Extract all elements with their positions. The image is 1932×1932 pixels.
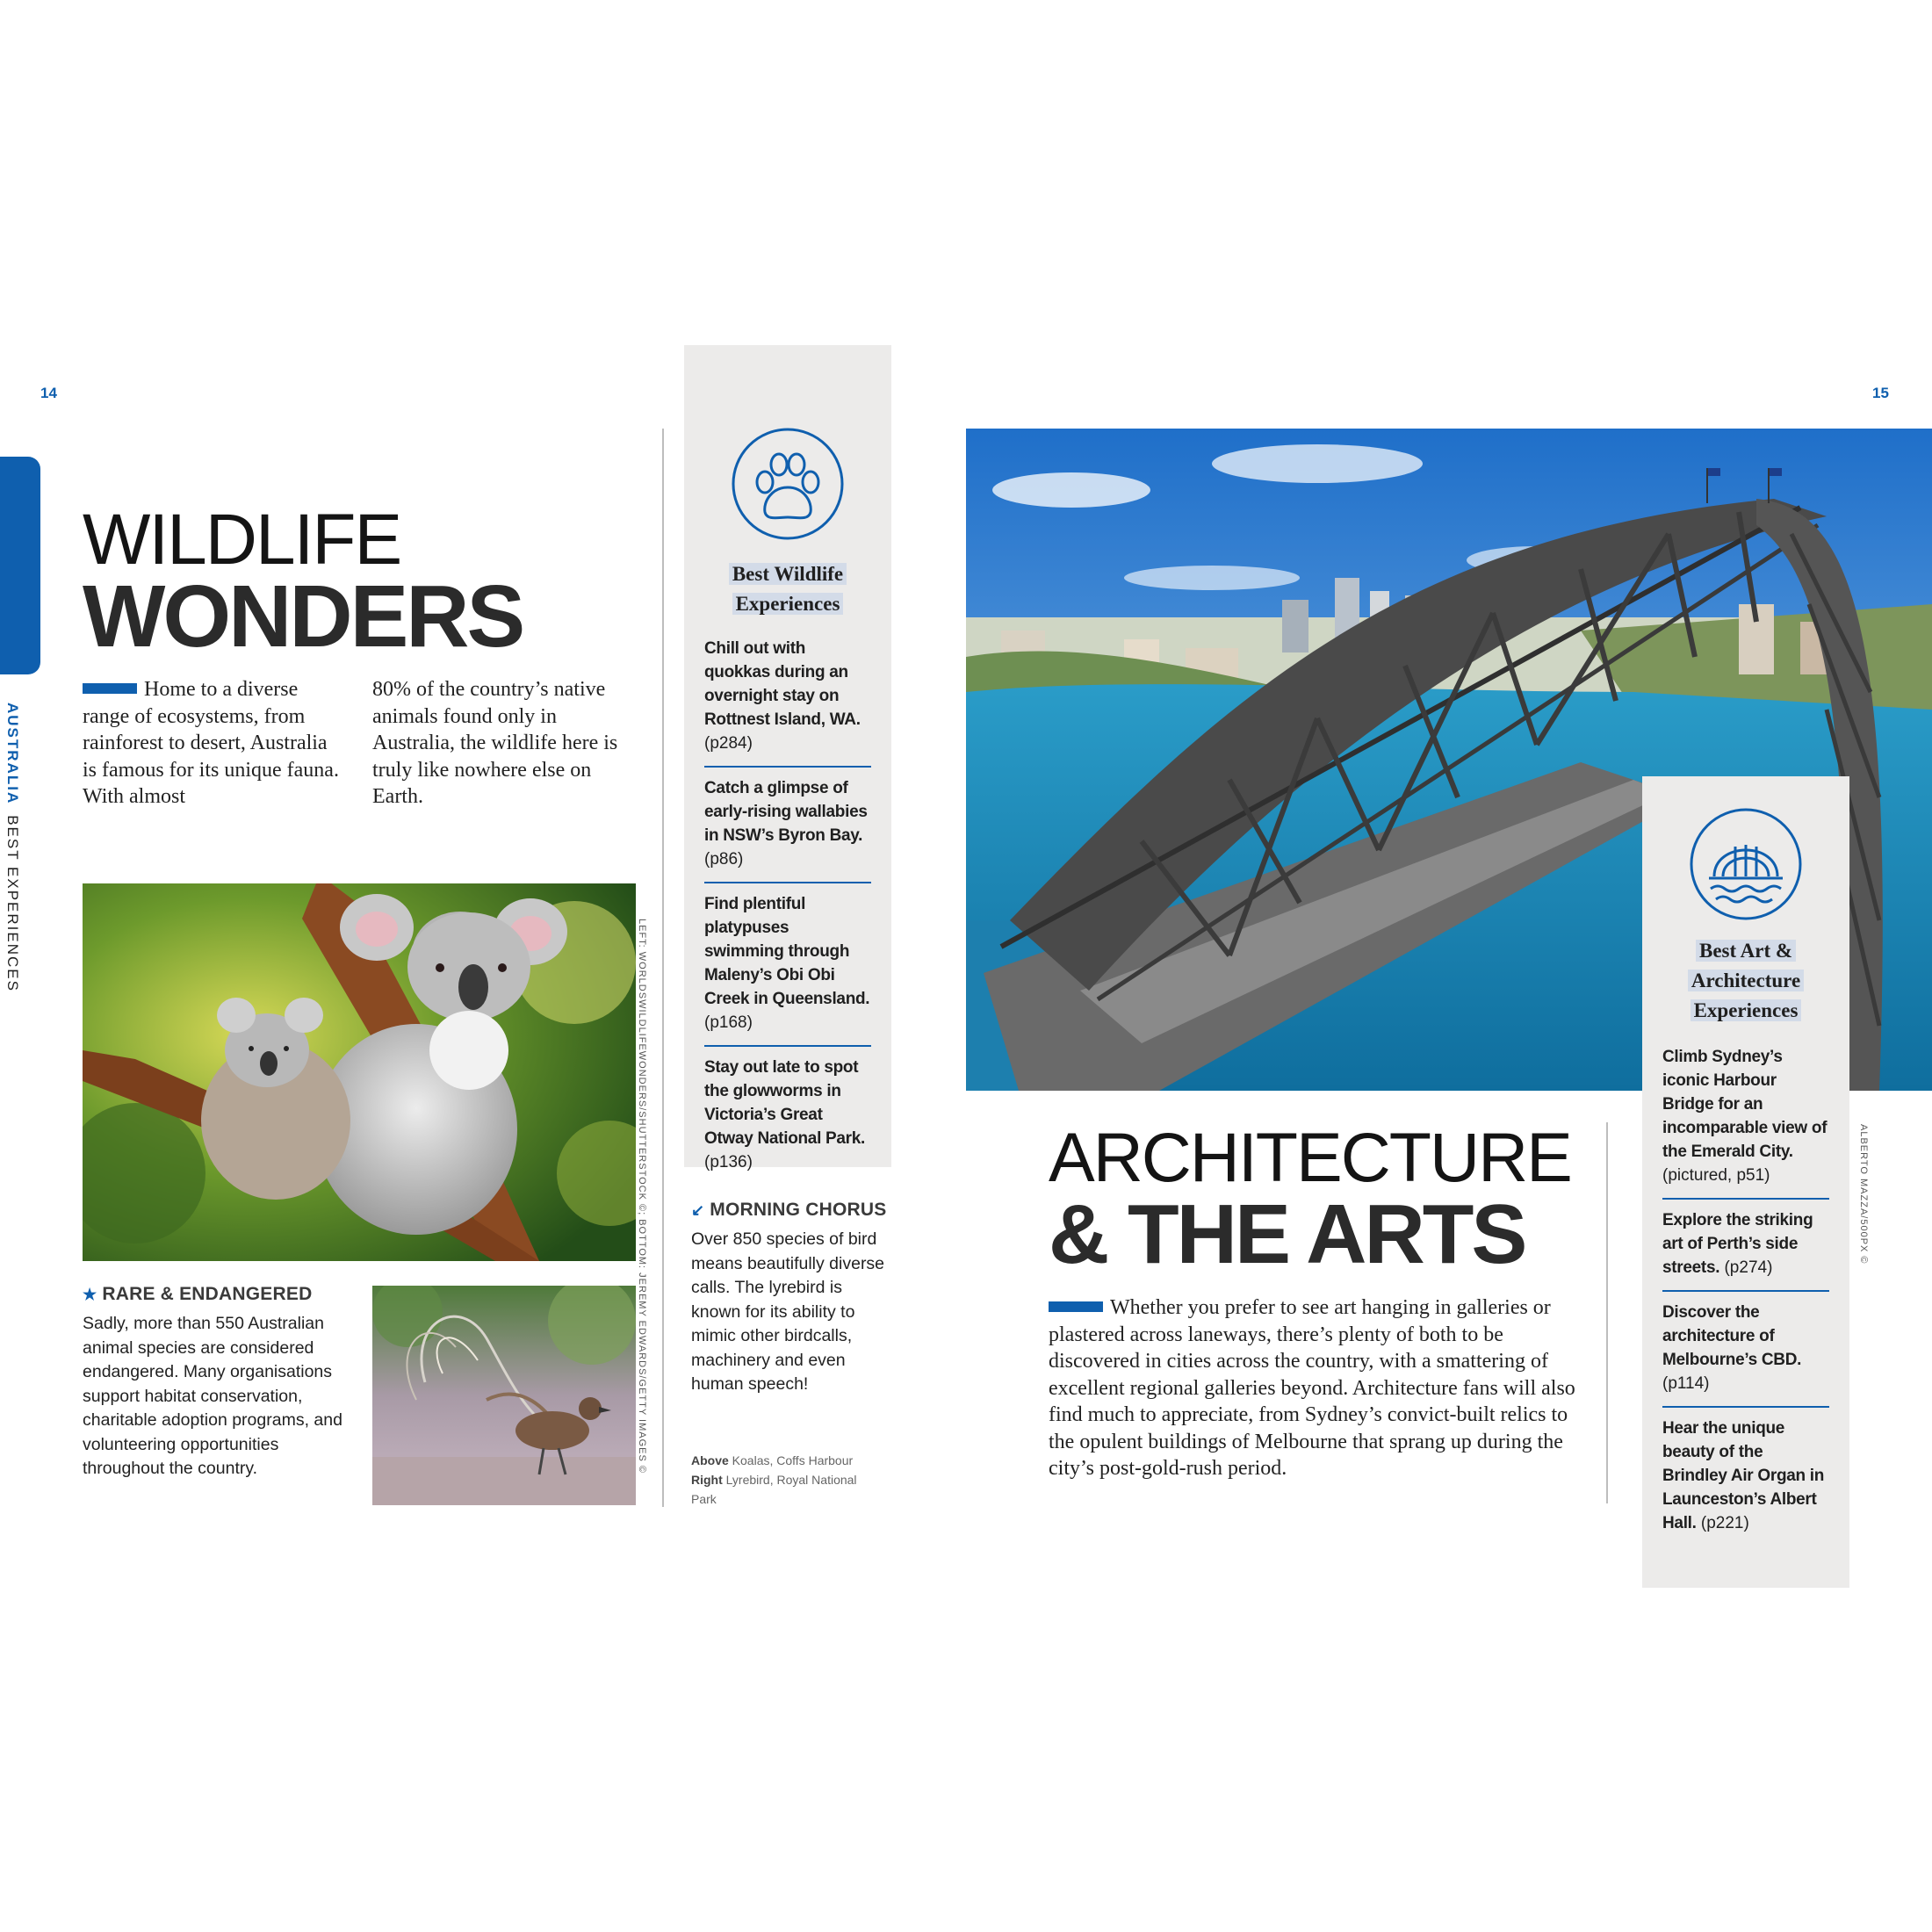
morning-chorus-title: MORNING CHORUS	[710, 1200, 887, 1220]
wildlife-sidebar-list	[704, 628, 871, 1185]
caption-right-label: Right	[691, 1473, 723, 1487]
photo-credit-left: LEFT: WORLDSWILDLIFEWONDERS/SHUTTERSTOCK ©; BOTTOM: JEREMY EDWARDS/GETTY IMAGES ©	[637, 919, 647, 1474]
arts-sidebar	[1642, 776, 1849, 1588]
heading-wonders: WONDERS	[83, 567, 523, 666]
arts-item: Explore the striking art of Perth’s side streets. (p274)	[1662, 1200, 1829, 1292]
section-label	[4, 703, 21, 992]
wildlife-sidebar-title-line2: Experiences	[732, 593, 844, 615]
lyrebird-photo	[372, 1286, 636, 1505]
wildlife-sidebar-title-line1: Best Wildlife	[729, 563, 847, 585]
page-number-left: 14	[40, 385, 57, 401]
wildlife-item: Catch a glimpse of early-rising wallabies in NSW’s Byron Bay. (p86)	[704, 768, 871, 883]
arts-sidebar-list	[1662, 1036, 1829, 1546]
lead-bar	[1049, 1301, 1103, 1312]
wildlife-intro-col1	[83, 676, 346, 811]
page-number-right: 15	[1872, 385, 1889, 401]
morning-chorus-heading	[691, 1200, 886, 1221]
caption-above-label: Above	[691, 1453, 729, 1467]
wildlife-intro-col2: 80% of the country’s native animals found only in Australia, the wildlife here is truly like nowhere else on Earth.	[372, 678, 618, 808]
morning-chorus-text: Over 850 species of bird means beautifully diverse calls. The lyrebird is known for its ability to mimic other birdcalls, machinery and even human speech!	[691, 1229, 885, 1394]
heading-the-arts: & THE ARTS	[1049, 1187, 1525, 1281]
opera-house-icon	[1688, 806, 1804, 926]
column-divider	[662, 429, 664, 1507]
wildlife-sidebar	[684, 345, 891, 1171]
arts-intro-text: Whether you prefer to see art hanging in galleries or plastered across laneways, there’s plenty of both to be discovered in cities across the country, with a smattering of excellent regional galleries beyond. Architecture fans will also find much to appreciate, from Sydney’s convict-built relics to the opulent buildings of Melbourne that sprang up during the city’s post-gold-rush period.	[1049, 1296, 1575, 1480]
lead-bar	[83, 683, 137, 694]
heading-architecture: ARCHITECTURE	[1049, 1118, 1571, 1196]
photo-credit-right: ALBERTO MAZZA/500PX ©	[1858, 1124, 1869, 1265]
koala-photo	[83, 883, 636, 1261]
wildlife-item: Find plentiful platypuses swimming through Maleny’s Obi Obi Creek in Queensland. (p168)	[704, 883, 871, 1047]
rare-endangered-text: Sadly, more than 550 Australian animal species are considered endangered. Many organisations support habitat conservation, charitable adoption programs, and volunteering opportunities throughout the country.	[83, 1314, 342, 1478]
arts-sidebar-title-line1: Best Art &	[1696, 940, 1796, 962]
caption-right-text: Lyrebird, Royal National Park	[691, 1473, 857, 1506]
rare-endangered-heading	[83, 1284, 312, 1305]
arrow-down-left-icon: ↙	[691, 1201, 705, 1219]
paw-icon	[730, 426, 846, 546]
rare-endangered-title: RARE & ENDANGERED	[102, 1284, 313, 1304]
caption-above-text: Koalas, Coffs Harbour	[728, 1453, 854, 1467]
wildlife-item: Stay out late to spot the glowworms in Victoria’s Great Otway National Park. (p136)	[704, 1058, 866, 1171]
arts-sidebar-title	[1642, 936, 1849, 1026]
star-icon: ★	[83, 1286, 97, 1303]
wildlife-item: Chill out with quokkas during an overnight stay on Rottnest Island, WA. (p284)	[704, 628, 871, 768]
heading-wildlife: WILDLIFE	[83, 500, 401, 580]
section-name: BEST EXPERIENCES	[4, 815, 21, 992]
arts-item: Climb Sydney’s iconic Harbour Bridge for an incomparable view of the Emerald City. (pictured, p51)	[1662, 1036, 1829, 1200]
arts-sidebar-title-line3: Experiences	[1690, 999, 1802, 1021]
photo-captions	[691, 1451, 884, 1509]
section-country: AUSTRALIA	[4, 703, 21, 805]
arts-item: Hear the unique beauty of the Brindley Air Organ in Launceston’s Albert Hall. (p221)	[1662, 1419, 1825, 1532]
arts-intro	[1049, 1294, 1575, 1482]
arts-sidebar-title-line2: Architecture	[1688, 970, 1804, 991]
wildlife-intro-text-1: Home to a diverse range of ecosystems, from rainforest to desert, Australia is famous for its unique fauna. With almost	[83, 678, 339, 808]
arts-item: Discover the architecture of Melbourne’s CBD. (p114)	[1662, 1292, 1829, 1408]
section-tab	[0, 457, 40, 674]
column-divider-right	[1606, 1122, 1608, 1503]
wildlife-sidebar-title	[684, 559, 891, 619]
